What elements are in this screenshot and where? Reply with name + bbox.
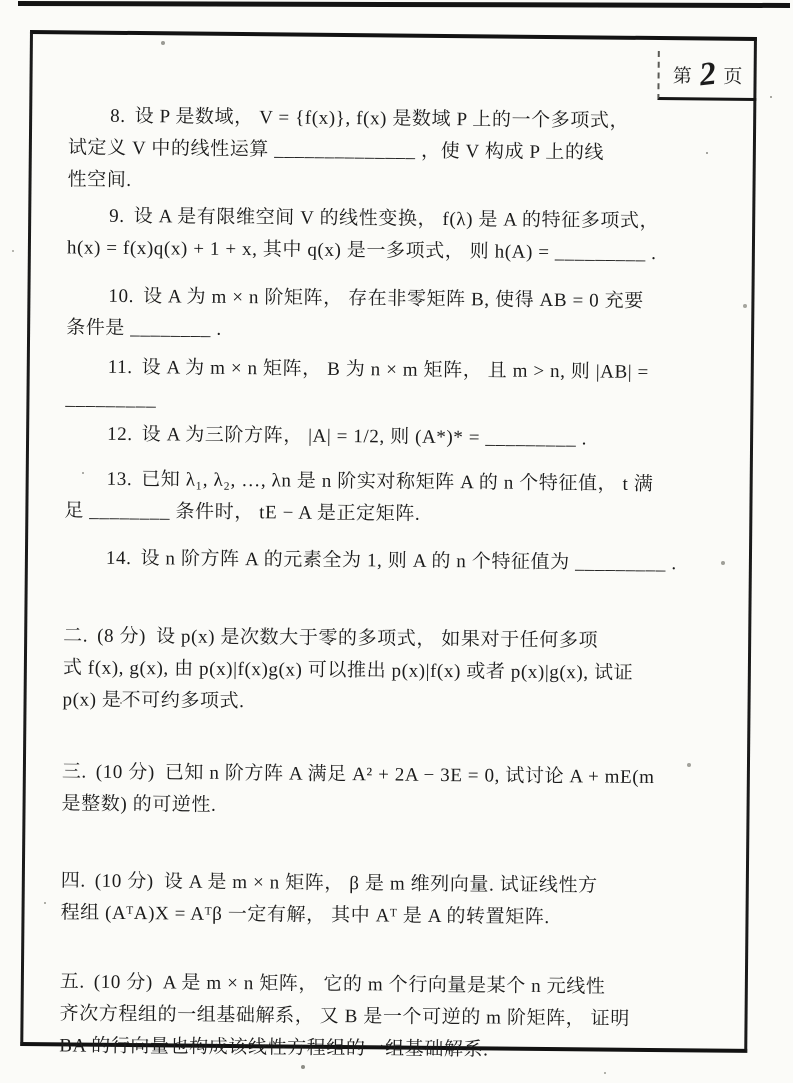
problem-5 [59,966,695,1068]
question-line: h(x) = f(x)q(x) + 1 + x, 其中 q(x) 是一多项式， 则 h(A) = _________ . [66,237,657,265]
question-number: 11. [107,356,133,379]
problem-points: (10 分) [94,870,154,893]
question-number: 13. [106,468,133,491]
scan-speckles [0,0,2,2]
question-text: 设 A 为 m × n 矩阵， B 为 n × m 矩阵， 且 m > n, 则 |AB| = [141,357,649,383]
problem-line: 是整数) 的可逆性. [61,793,217,816]
problem-points: (10 分) [95,761,155,784]
question-number: 12. [107,423,133,446]
question-13 [64,463,700,533]
question-14 [64,542,699,580]
question-number: 9. [109,205,125,227]
problem-text: 已知 n 阶方阵 A 满足 A² + 2A − 3E = 0, 试讨论 A + mE(m [164,762,655,789]
problem-number: 二. [63,625,89,647]
question-line: 试定义 V 中的线性运算 ______________ ，使 V 构成 P 上的线 [67,137,605,164]
problem-text: 设 A 是 m × n 矩阵， β 是 m 维列向量. 试证线性方 [163,871,598,897]
question-9 [67,200,703,270]
question-line [64,542,699,580]
question-11 [65,351,701,421]
problem-number: 三. [61,761,87,783]
problem-line: 齐次方程组的一组基础解系， 又 B 是一个可逆的 m 阶矩阵， 证明 [59,1003,630,1030]
page-label-prefix: 第 [672,65,693,87]
question-10 [66,280,702,350]
problem-text: 设 p(x) 是次数大于零的多项式， 如果对于任何多项 [155,626,599,652]
question-line [65,418,700,456]
problem-points: (10 分) [93,971,153,994]
problem-line: BA 的行向量也构成该线性方程组的一组基础解系. [59,1035,489,1061]
question-number: 14. [105,547,132,569]
question-number: 8. [110,105,126,127]
question-line: 足 ________ 条件时， tE − A 是正定矩阵. [64,500,421,525]
problem-number: 五. [59,971,85,993]
problem-number: 四. [60,870,86,892]
problem-2 [62,620,698,722]
page-number: 2 [697,55,719,93]
exam-content [23,34,754,1069]
question-line: _________ [65,388,157,411]
question-8 [67,100,703,202]
problem-points: (8 分) [97,625,147,648]
problem-line: 程组 (AᵀA)X = Aᵀβ 一定有解， 其中 Aᵀ 是 A 的转置矩阵. [60,902,550,929]
page-label-suffix: 页 [723,66,744,88]
scan-edge-artifact [18,1,790,8]
question-text: 设 P 是数域， V = {f(x)}, f(x) 是数域 P 上的一个多项式， [134,106,630,132]
question-text: 已知 λ₁, λ₂, …, λn 是 n 阶实对称矩阵 A 的 n 个特征值， t 满 [141,469,654,496]
problem-line: 式 f(x), g(x), 由 p(x)|f(x)g(x) 可以推出 p(x)|f(x) 或者 p(x)|g(x), 试证 [62,657,634,684]
question-line: 条件是 ________ . [66,317,222,340]
question-line: 性空间. [67,169,132,191]
question-text: 设 A 为三阶方阵， |A| = 1/2, 则 (A*)* = _________ . [141,424,588,450]
question-line [66,351,701,389]
question-text: 设 A 为 m × n 阶矩阵， 存在非零矩阵 B, 使得 AB = 0 充要 [142,286,644,312]
page-frame [20,30,757,1061]
question-text: 设 A 是有限维空间 V 的线性变换， f(λ) 是 A 的特征多项式， [133,206,660,233]
problem-4 [60,865,696,935]
question-text: 设 n 阶方阵 A 的元素全为 1, 则 A 的 n 个特征值为 _________ . [140,548,677,575]
problem-text: A 是 m × n 矩阵， 它的 m 个行向量是某个 n 元线性 [162,972,606,998]
problem-line: p(x) 是不可约多项式. [62,689,245,713]
problem-3 [61,756,697,826]
question-12 [65,418,700,456]
question-number: 10. [108,285,135,308]
